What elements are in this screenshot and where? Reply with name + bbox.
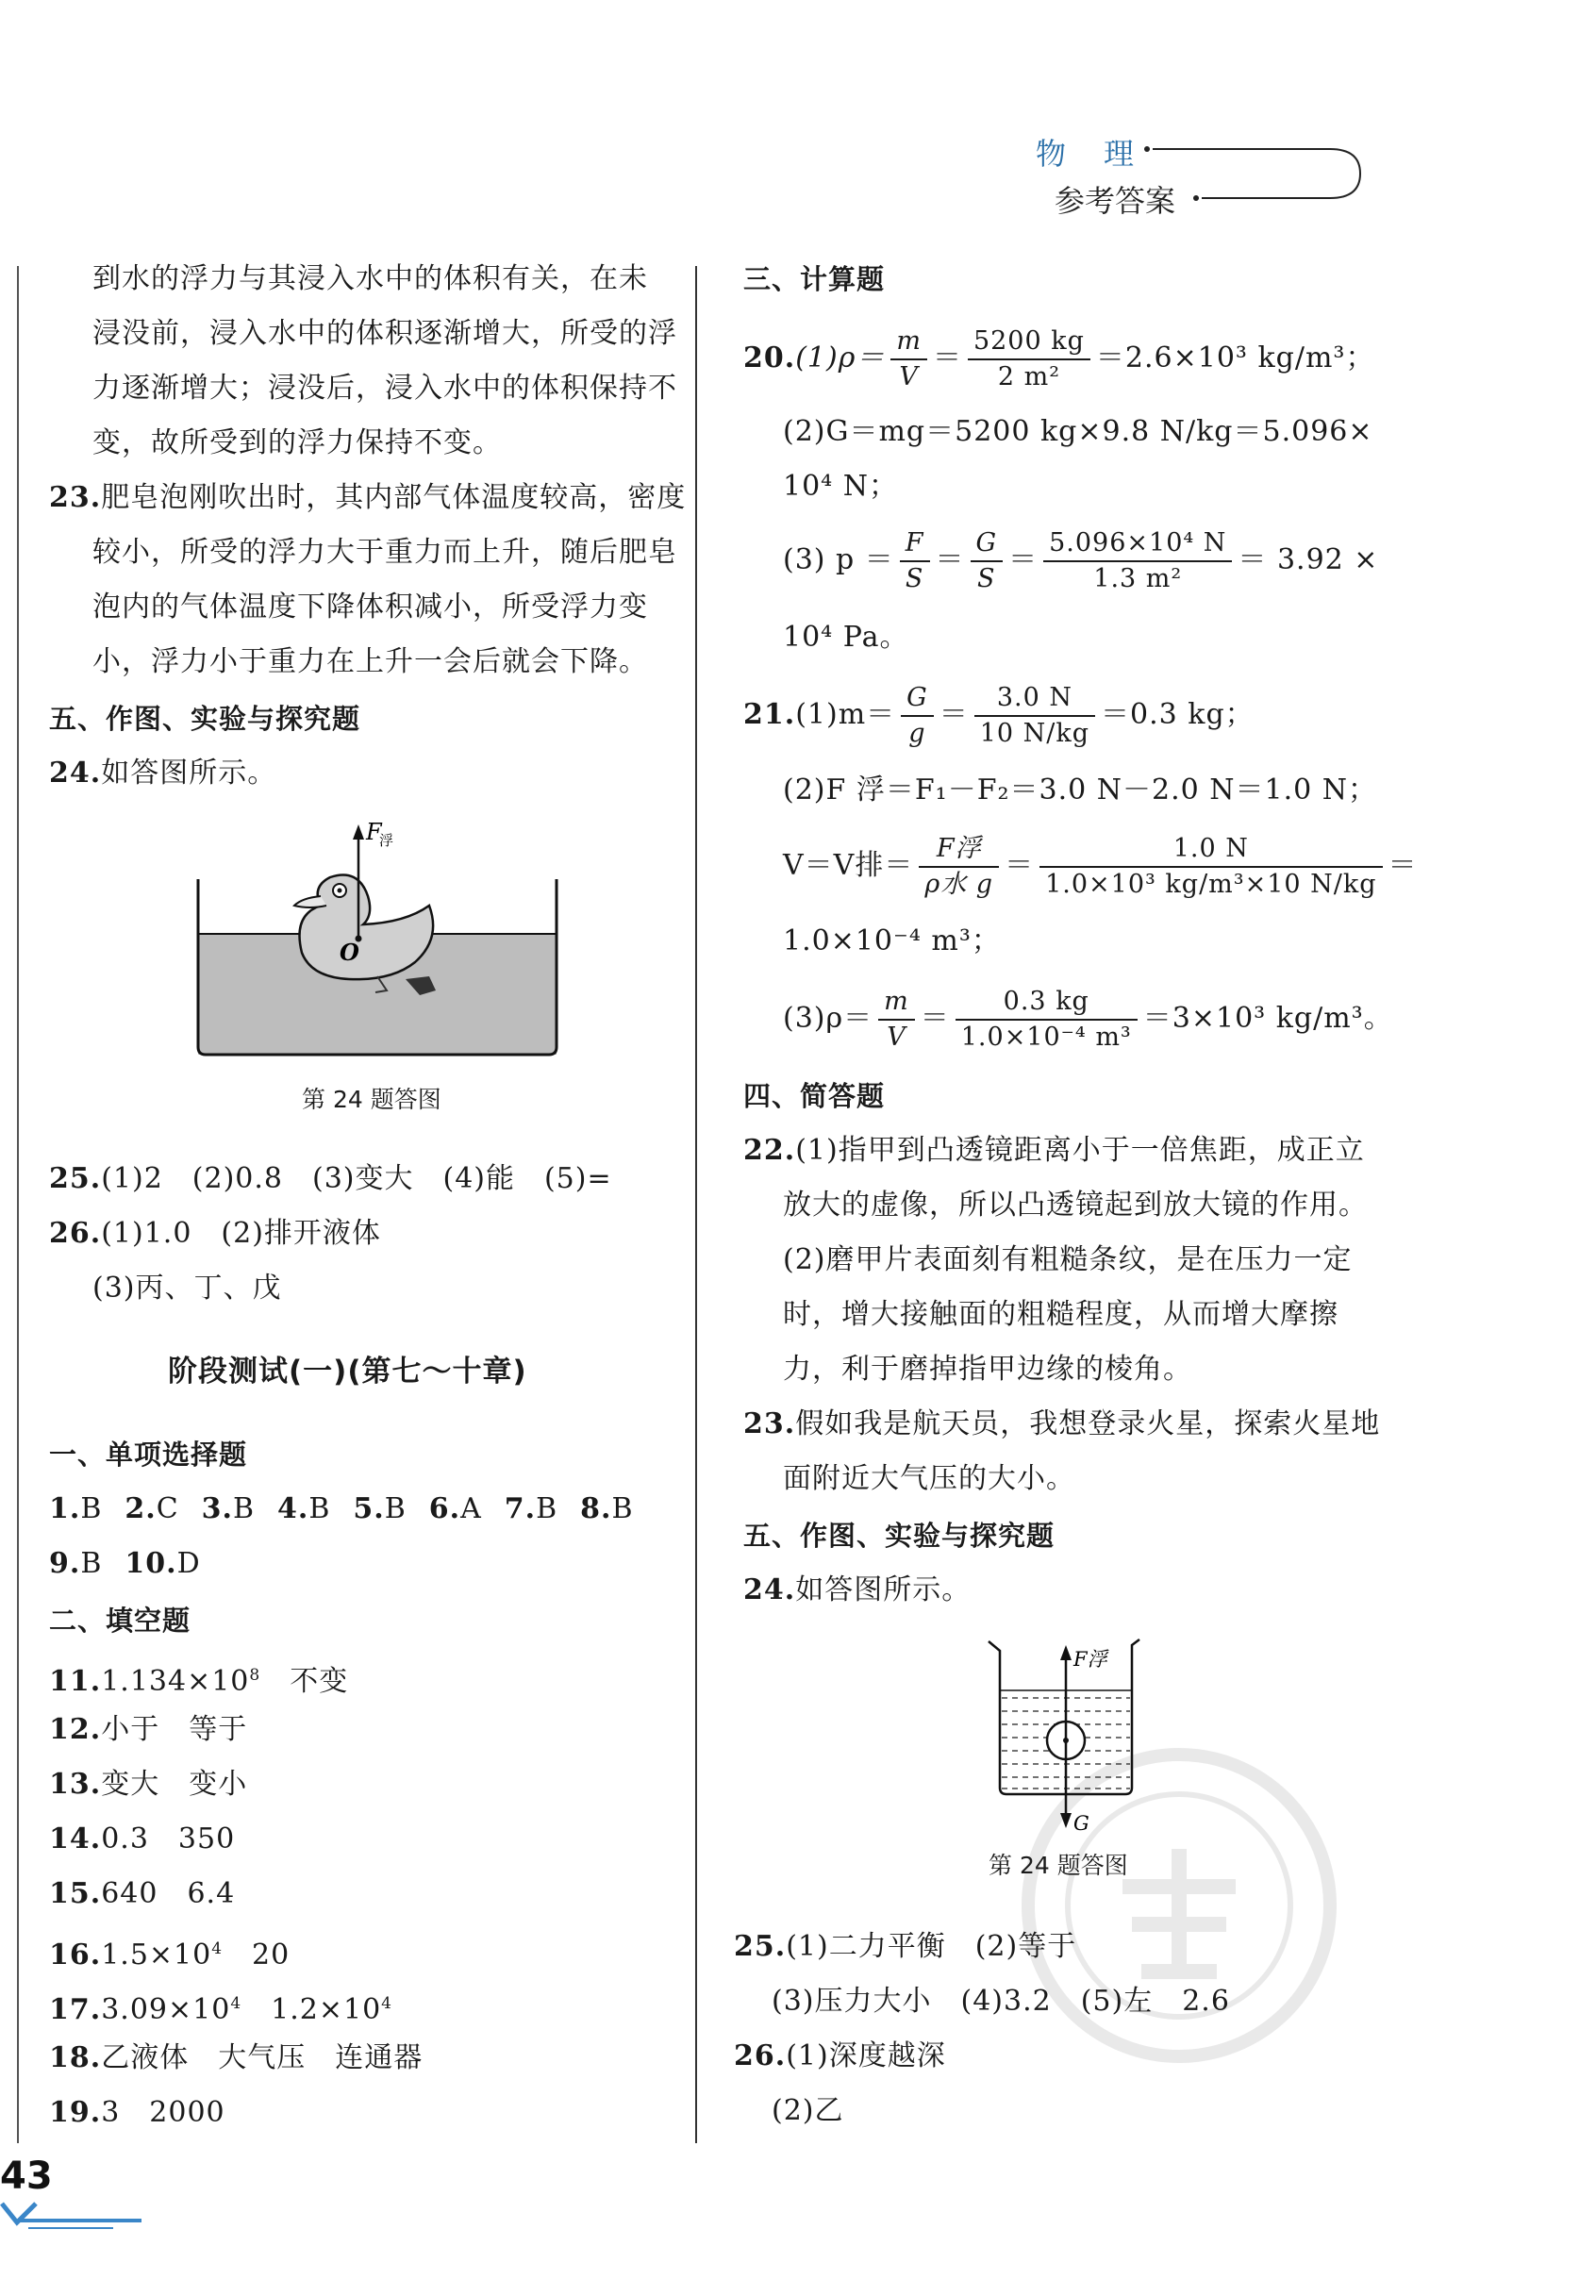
- fill-answer: [49, 1656, 348, 1701]
- question-number: 7.: [504, 1492, 537, 1525]
- question-22: 22.(1)指甲到凸透镜距离小于一倍焦距，成正立: [743, 1134, 1365, 1167]
- answer-text: (1)1.0 (2)排开液体: [101, 1217, 381, 1250]
- answer-letter: B: [80, 1492, 103, 1525]
- question-number: 2.: [125, 1492, 157, 1525]
- mc-answer: [49, 1492, 102, 1525]
- force-up-label: F浮: [1073, 1648, 1107, 1671]
- fill-answer: [49, 2039, 423, 2077]
- answer-letter: B: [536, 1492, 558, 1525]
- question-number: 1.: [49, 1492, 81, 1525]
- question-number: 25.: [734, 1930, 787, 1963]
- answer-text: 乙液体 大气压 连通器: [101, 2041, 424, 2074]
- text-line: 小，浮力小于重力在上升一会后就会下降。: [92, 645, 648, 678]
- question-number: 15.: [49, 1877, 102, 1910]
- question-number: 3.: [201, 1492, 233, 1525]
- answer-text: 0.3 350: [101, 1822, 236, 1855]
- q21-volume: V＝V排＝ $\frac{\text{F浮}}{\text{ρ水 g}}$ ＝ $\frac{1.0 N}{\text{1.0×10³ kg/m³×10 N/kg}}$ ＝: [783, 828, 1418, 904]
- fraction: $\frac{\text{F浮}}{\text{ρ水 g}}$: [919, 832, 999, 902]
- text-line: 肥皂泡刚吹出时，其内部气体温度较高，密度: [101, 481, 687, 514]
- question-24: [49, 755, 276, 792]
- answer-text: 1.2×10: [241, 1993, 382, 2026]
- question-number: 13.: [49, 1768, 102, 1801]
- mc-answers-row: [49, 1490, 657, 1528]
- question-number: 25.: [49, 1162, 102, 1195]
- fill-answer: [49, 1711, 247, 1749]
- question-number: 16.: [49, 1938, 102, 1972]
- left-margin-line: [17, 266, 19, 2143]
- header-subject: 物 理: [1036, 136, 1139, 172]
- exponent: 8: [249, 1666, 261, 1685]
- answer-text: 640 6.4: [101, 1877, 236, 1910]
- figure-caption: 第 24 题答图: [989, 1852, 1128, 1879]
- answer-letter: D: [176, 1547, 201, 1580]
- answer-letter: A: [460, 1492, 482, 1525]
- answer-text: (1)2 (2)0.8 (3)变大 (4)能 (5)=: [101, 1162, 612, 1195]
- text-line: 浸没前，浸入水中的体积逐渐增大，所受的浮: [92, 317, 677, 350]
- mc-answer: [202, 1492, 255, 1525]
- answer-text: 小于 等于: [101, 1713, 248, 1746]
- text-line: 较小，所受的浮力大于重力而上升，随后肥皂: [92, 536, 677, 569]
- question-number: 6.: [428, 1492, 461, 1525]
- section-heading: 三、计算题: [743, 263, 886, 295]
- fraction: $\frac{m}{V}$: [890, 324, 927, 394]
- fraction: $\frac{1.0 N}{\text{1.0×10³ kg/m³×10 N/kg}}$: [1039, 832, 1382, 902]
- fraction: $\frac{3.0 N}{10 N/kg}$: [974, 681, 1095, 751]
- text-line: 面附近大气压的大小。: [783, 1462, 1075, 1495]
- section-heading: 一、单项选择题: [49, 1439, 248, 1471]
- q20-part3-cont: 10⁴ Pa。: [783, 621, 909, 654]
- answer-letter: B: [611, 1492, 634, 1525]
- question-number: 24.: [743, 1573, 796, 1606]
- mc-answer: [277, 1492, 330, 1525]
- math-text: (1)ρ＝: [795, 341, 886, 374]
- test-title: 阶段测试(一)(第七～十章): [168, 1355, 527, 1389]
- fill-answer: [49, 1875, 235, 1913]
- question-number: 23.: [49, 481, 102, 514]
- answer-text: 不变: [260, 1665, 349, 1698]
- question-25: [49, 1160, 612, 1198]
- question-number: 9.: [49, 1547, 81, 1580]
- answer-text: 3 2000: [101, 2096, 225, 2129]
- question-number: 26.: [734, 2039, 787, 2072]
- section-heading: 四、简答题: [743, 1080, 886, 1112]
- question-number: 20.: [743, 341, 796, 374]
- question-number: 8.: [580, 1492, 612, 1525]
- question-number: 19.: [49, 2096, 102, 2129]
- question-number: 10.: [125, 1547, 177, 1580]
- q21-part1: 21.(1)m＝ $\frac{G}{g}$ ＝ $\frac{3.0 N}{10 N/kg}$ ＝0.3 kg；: [743, 677, 1255, 753]
- question-number: 22.: [743, 1134, 796, 1167]
- q20-part2: (2)G＝mg＝5200 kg×9.8 N/kg＝5.096×: [783, 415, 1373, 448]
- footer-swoosh: [0, 2198, 151, 2236]
- answer-text: (2)乙: [772, 2094, 844, 2127]
- text-line: 力逐渐增大；浸没后，浸入水中的体积保持不: [92, 372, 677, 405]
- section-heading: 五、作图、实验与探究题: [743, 1520, 1056, 1552]
- mc-answer: [429, 1492, 482, 1525]
- text-line: 泡内的气体温度下降体积减小，所受浮力变: [92, 591, 648, 624]
- question-23: [49, 479, 686, 517]
- math-text: ＝2.6×10³ kg/m³；: [1095, 341, 1375, 374]
- question-25: 25.(1)二力平衡 (2)等于: [734, 1930, 1077, 1963]
- header-bracket: [1141, 141, 1368, 208]
- question-number: 5.: [353, 1492, 385, 1525]
- answer-letter: C: [156, 1492, 179, 1525]
- question-number: 26.: [49, 1217, 102, 1250]
- fraction: $\frac{F}{S}$: [900, 526, 930, 596]
- text-line: 放大的虚像，所以凸透镜起到放大镜的作用。: [783, 1189, 1368, 1222]
- question-number: 21.: [743, 698, 796, 731]
- fraction: $\frac{G}{S}$: [971, 526, 1004, 596]
- exponent: 4: [230, 1994, 242, 2013]
- fraction: $\frac{0.3 kg}{\text{1.0×10⁻⁴ m³}}$: [956, 985, 1138, 1055]
- mc-answer: [125, 1492, 178, 1525]
- mc-answer: [505, 1492, 557, 1525]
- question-number: 4.: [277, 1492, 309, 1525]
- header-subtitle: 参考答案: [1055, 183, 1176, 219]
- q21-part3: (3)ρ＝ $\frac{m}{V}$ ＝ $\frac{0.3 kg}{\text{1.0×10⁻⁴ m³}}$ ＝3×10³ kg/m³。: [783, 981, 1393, 1056]
- fraction: $\frac{G}{g}$: [901, 681, 934, 751]
- question-number: 12.: [49, 1713, 102, 1746]
- answer-text: 如答图所示。: [101, 757, 277, 790]
- page-number: 43: [0, 2155, 53, 2198]
- fill-answer: [49, 1930, 290, 1974]
- force-subscript: 浮: [379, 832, 394, 849]
- answer-text: 变大 变小: [101, 1768, 248, 1801]
- fraction: $\frac{\text{5.096×10⁴ N}}{\text{1.3 m²}}$: [1043, 526, 1232, 596]
- answer-text: 3.09×10: [101, 1993, 231, 2026]
- q20-part2-cont: 10⁴ N；: [783, 470, 898, 503]
- column-divider: [695, 266, 697, 2143]
- text-line: 时，增大接触面的粗糙程度，从而增大摩擦: [783, 1298, 1338, 1331]
- q21-part2: (2)F 浮＝F₁－F₂＝3.0 N－2.0 N＝1.0 N；: [783, 774, 1378, 807]
- q21-volume-cont: 1.0×10⁻⁴ m³；: [783, 924, 1001, 957]
- answer-text: (3)丙、丁、戊: [92, 1272, 282, 1305]
- figure-caption: 第 24 题答图: [302, 1086, 441, 1113]
- fraction: $\frac{5200 kg}{\text{2 m²}}$: [968, 324, 1090, 394]
- exponent: 4: [211, 1939, 224, 1958]
- question-23: 23.假如我是航天员，我想登录火星，探索火星地: [743, 1407, 1381, 1440]
- fill-answer: [49, 1985, 392, 2029]
- answer-text: 1.5×10: [101, 1938, 212, 1972]
- text-line: 变，故所受到的浮力保持不变。: [92, 426, 502, 459]
- mc-answers-row: [49, 1545, 224, 1583]
- mc-answer: [580, 1492, 633, 1525]
- question-24: 24.如答图所示。: [743, 1573, 972, 1606]
- point-label: O: [340, 939, 359, 966]
- text-line: 力，利于磨掉指甲边缘的棱角。: [783, 1353, 1192, 1386]
- q20-part1: 20.(1)ρ＝ $\frac{m}{V}$ ＝ $\frac{5200 kg}{\text{2 m²}}$ ＝2.6×10³ kg/m³；: [743, 321, 1374, 396]
- fill-answer: [49, 1766, 247, 1804]
- text-line: 到水的浮力与其浸入水中的体积有关，在未: [92, 262, 648, 295]
- fill-answer: [49, 1821, 235, 1858]
- mc-answer: [353, 1492, 406, 1525]
- question-number: 17.: [49, 1993, 102, 2026]
- answer-text: (3)压力大小 (4)3.2 (5)左 2.6: [772, 1985, 1230, 2018]
- answer-letter: B: [80, 1547, 103, 1580]
- exponent: 4: [381, 1994, 392, 2013]
- question-number: 23.: [743, 1407, 796, 1440]
- figure-duck-buoyancy: [189, 811, 566, 1066]
- text-line: (2)磨甲片表面刻有粗糙条纹，是在压力一定: [783, 1243, 1353, 1276]
- section-heading: 五、作图、实验与探究题: [49, 703, 361, 735]
- fraction: $\frac{m}{V}$: [878, 985, 915, 1055]
- q20-part3: (3) p ＝ $\frac{F}{S}$ ＝ $\frac{G}{S}$ ＝ $\frac{\text{5.096×10⁴ N}}{\text{1.3 m²}}$ ＝ 3.92 ×: [783, 523, 1378, 598]
- answer-text: 20: [223, 1938, 291, 1972]
- mc-answer: [125, 1547, 200, 1580]
- mc-answer: [49, 1547, 102, 1580]
- answer-letter: B: [233, 1492, 256, 1525]
- fill-answer: [49, 2094, 225, 2132]
- answer-letter: B: [308, 1492, 331, 1525]
- question-26: [49, 1215, 381, 1253]
- force-label: F: [366, 819, 382, 845]
- answer-letter: B: [384, 1492, 407, 1525]
- force-down-label: G: [1073, 1812, 1089, 1835]
- question-number: 18.: [49, 2041, 102, 2074]
- answer-text: 1.134×10: [101, 1665, 250, 1698]
- question-number: 24.: [49, 757, 102, 790]
- section-heading: 二、填空题: [49, 1605, 191, 1637]
- question-26: 26.(1)深度越深: [734, 2039, 946, 2072]
- question-number: 14.: [49, 1822, 102, 1855]
- question-number: 11.: [49, 1665, 102, 1698]
